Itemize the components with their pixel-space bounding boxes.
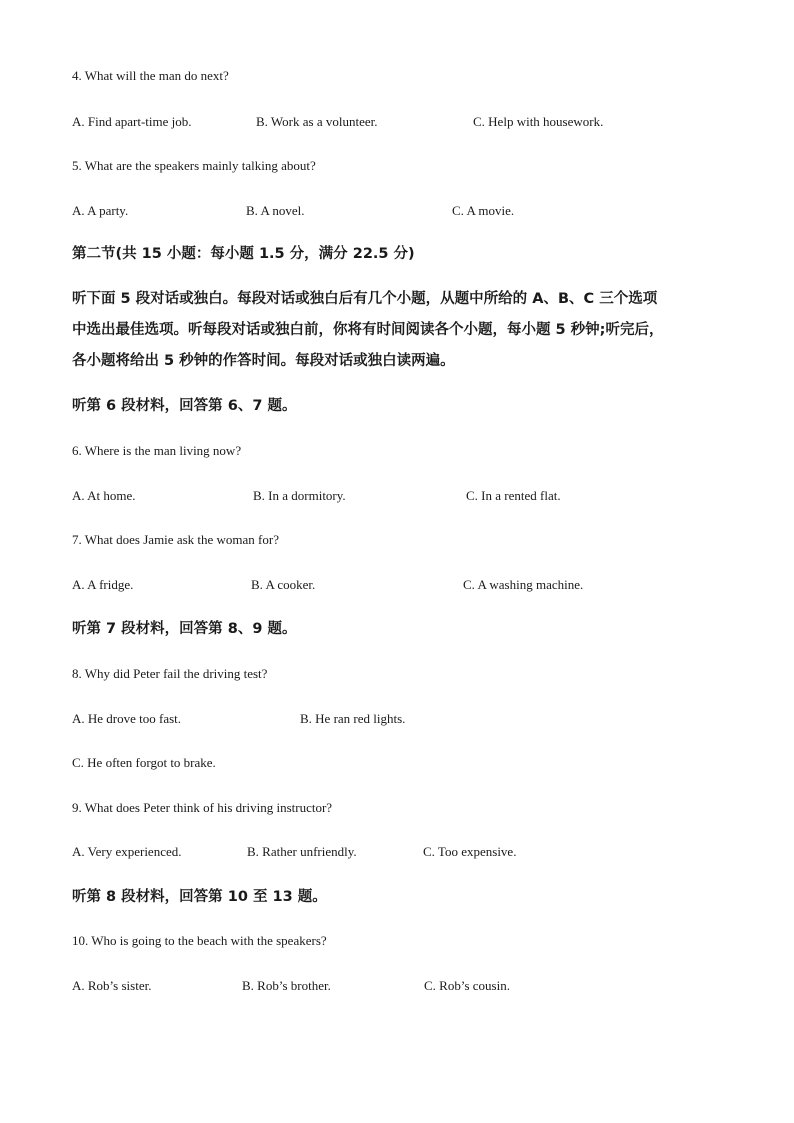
question-10-stem: 10. Who is going to the beach with the speakers? bbox=[72, 933, 327, 948]
question-6-option-a: A. At home. bbox=[72, 488, 136, 503]
question-9-stem: 9. What does Peter think of his driving instructor? bbox=[72, 800, 333, 815]
question-4-stem: 4. What will the man do next? bbox=[72, 68, 229, 83]
question-7-stem: 7. What does Jamie ask the woman for? bbox=[72, 532, 279, 547]
question-8-stem: 8. Why did Peter fail the driving test? bbox=[72, 666, 268, 681]
question-6-stem: 6. Where is the man living now? bbox=[72, 443, 242, 458]
material-6-heading: 听第 6 段材料，回答第 6、7 题。 bbox=[72, 398, 297, 414]
question-8-option-b: B. He ran red lights. bbox=[300, 711, 406, 726]
question-10-option-a: A. Rob’s sister. bbox=[72, 978, 152, 993]
material-7-heading: 听第 7 段材料，回答第 8、9 题。 bbox=[72, 621, 297, 637]
section-2-instructions bbox=[72, 284, 722, 377]
question-9-option-a: A. Very experienced. bbox=[72, 844, 182, 859]
question-5-option-c: C. A movie. bbox=[452, 203, 515, 218]
question-5-option-b: B. A novel. bbox=[246, 203, 305, 218]
question-4-option-c: C. Help with housework. bbox=[473, 114, 604, 129]
question-5-option-a: A. A party. bbox=[72, 203, 129, 218]
question-10-option-c: C. Rob’s cousin. bbox=[424, 978, 510, 993]
material-8-heading: 听第 8 段材料，回答第 10 至 13 题。 bbox=[72, 889, 327, 905]
question-8-option-a: A. He drove too fast. bbox=[72, 711, 182, 726]
instructions-line-3: 各小题将给出 5 秒钟的作答时间。每段对话或独白读两遍。 bbox=[72, 353, 455, 369]
question-6-option-b: B. In a dormitory. bbox=[253, 488, 346, 503]
question-5-stem: 5. What are the speakers mainly talking about? bbox=[72, 158, 316, 173]
question-4-option-a: A. Find apart-time job. bbox=[72, 114, 192, 129]
question-7-option-a: A. A fridge. bbox=[72, 577, 134, 592]
question-9-option-b: B. Rather unfriendly. bbox=[247, 844, 357, 859]
instructions-line-1: 听下面 5 段对话或独白。每段对话或独白后有几个小题，从题中所给的 A、B、C 三个选项 bbox=[72, 291, 658, 307]
question-7-option-b: B. A cooker. bbox=[251, 577, 316, 592]
question-7-option-c: C. A washing machine. bbox=[463, 577, 584, 592]
instructions-line-2: 中选出最佳选项。听每段对话或独白前，你将有时间阅读各个小题，每小题 5 秒钟;听完后， bbox=[72, 322, 664, 338]
question-10-option-b: B. Rob’s brother. bbox=[242, 978, 331, 993]
question-6-option-c: C. In a rented flat. bbox=[466, 488, 561, 503]
question-4-option-b: B. Work as a volunteer. bbox=[256, 114, 378, 129]
section-2-title: 第二节(共 15 小题：每小题 1.5 分，满分 22.5 分) bbox=[72, 246, 415, 262]
question-9-option-c: C. Too expensive. bbox=[423, 844, 517, 859]
question-8-option-c: C. He often forgot to brake. bbox=[72, 755, 216, 770]
